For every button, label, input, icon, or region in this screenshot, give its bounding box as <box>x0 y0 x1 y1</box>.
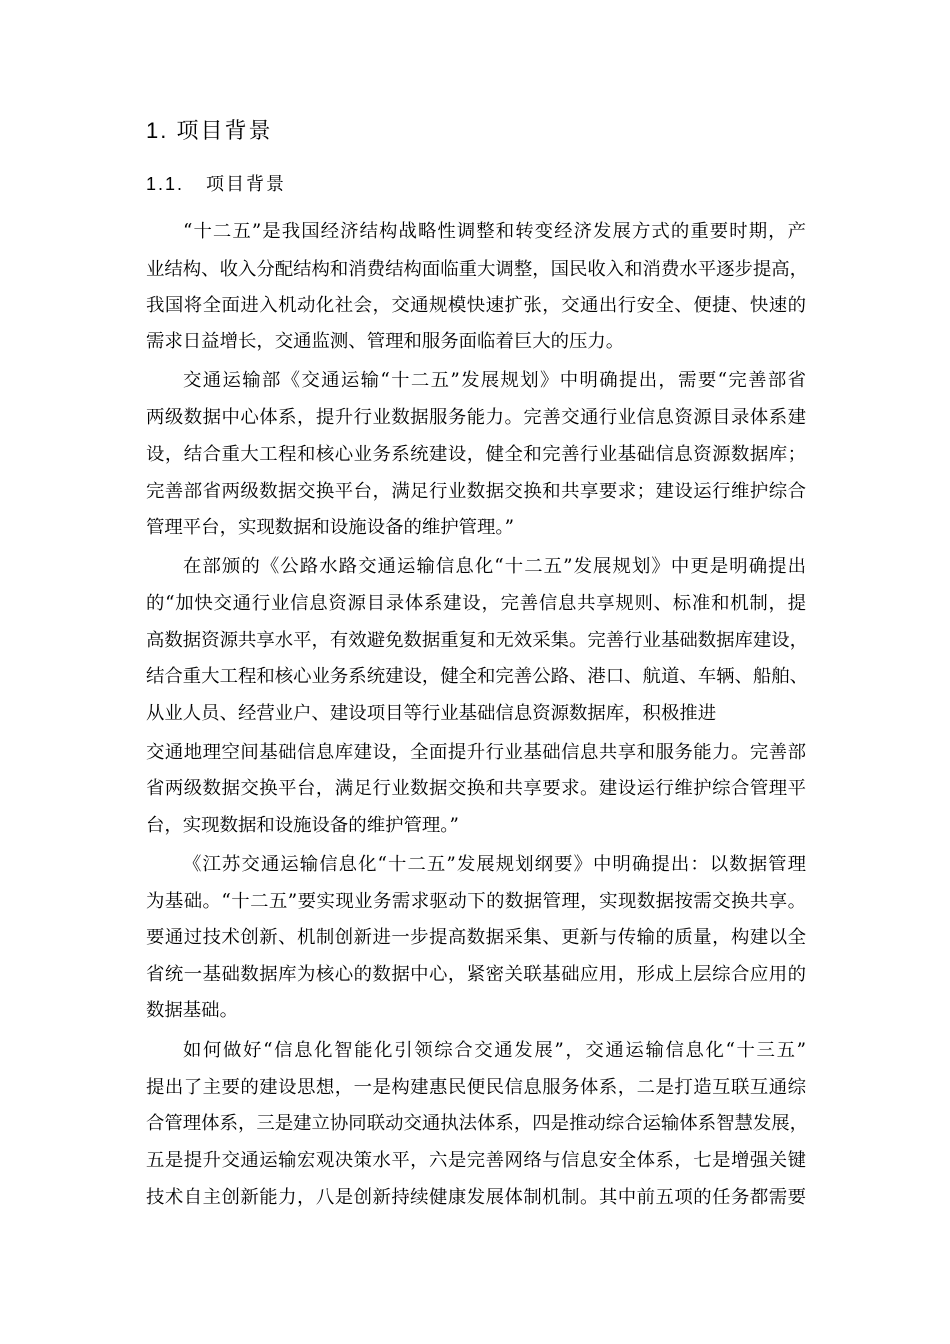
body-line: 为基础。“十二五”要实现业务需求驱动下的数据管理，实现数据按需交换共享。 <box>146 891 806 912</box>
body-line: 台，实现数据和设施设备的维护管理。” <box>146 815 459 836</box>
body-line: 五是提升交通运输宏观决策水平，六是完善网络与信息安全体系，七是增强关键 <box>146 1150 806 1171</box>
body-line: 要通过技术创新、机制创新进一步提高数据采集、更新与传输的质量，构建以全 <box>146 927 806 948</box>
body-line: 省两级数据交换平台，满足行业数据交换和共享要求。建设运行维护综合管理平 <box>146 778 806 799</box>
heading-title: 项目背景 <box>206 174 287 194</box>
body-line: 提出了主要的建设思想，一是构建惠民便民信息服务体系，二是打造互联互通综 <box>146 1077 806 1098</box>
body-line: 合管理体系，三是建立协同联动交通执法体系，四是推动综合运输体系智慧发展， <box>146 1113 809 1134</box>
body-line: 如何做好“信息化智能化引领综合交通发展”，交通运输信息化“十三五” <box>183 1040 806 1061</box>
heading-level-1 <box>146 116 273 146</box>
body-line: 在部颁的《公路水路交通运输信息化“十二五”发展规划》中更是明确提出 <box>183 556 806 577</box>
heading-number: 1. <box>146 118 169 143</box>
body-line: 高数据资源共享水平，有效避免数据重复和无效采集。完善行业基础数据库建设， <box>146 630 809 651</box>
body-line: 交通运输部《交通运输“十二五”发展规划》中明确提出，需要“完善部省 <box>183 370 806 391</box>
body-line: 两级数据中心体系，提升行业数据服务能力。完善交通行业信息资源目录体系建 <box>146 407 806 428</box>
heading-title: 项目背景 <box>176 118 273 143</box>
body-line: 结合重大工程和核心业务系统建设，健全和完善公路、港口、航道、车辆、船舶、 <box>146 666 809 687</box>
body-line: 数据基础。 <box>146 1000 238 1021</box>
body-line: 的“加快交通行业信息资源目录体系建设，完善信息共享规则、标准和机制，提 <box>146 593 806 614</box>
body-line: 交通地理空间基础信息库建设，全面提升行业基础信息共享和服务能力。完善部 <box>146 742 806 763</box>
body-line: 业结构、收入分配结构和消费结构面临重大调整，国民收入和消费水平逐步提高， <box>146 259 809 280</box>
body-line: 技术自主创新能力，八是创新持续健康发展体制机制。其中前五项的任务都需要 <box>146 1187 806 1208</box>
body-line: “十二五”是我国经济结构战略性调整和转变经济发展方式的重要时期，产 <box>183 221 806 242</box>
heading-level-2 <box>146 170 286 198</box>
body-line: 需求日益增长，交通监测、管理和服务面临着巨大的压力。 <box>146 331 625 352</box>
body-line: 《江苏交通运输信息化“十二五”发展规划纲要》中明确提出：以数据管理 <box>183 854 806 875</box>
body-line: 设，结合重大工程和核心业务系统建设，健全和完善行业基础信息资源数据库； <box>146 444 806 465</box>
body-line: 省统一基础数据库为核心的数据中心，紧密关联基础应用，形成上层综合应用的 <box>146 964 806 985</box>
body-line: 管理平台，实现数据和设施设备的维护管理。” <box>146 517 515 538</box>
body-line: 我国将全面进入机动化社会，交通规模快速扩张，交通出行安全、便捷、快速的 <box>146 295 806 316</box>
heading-number: 1.1. <box>146 174 185 194</box>
body-line: 从业人员、经营业户、建设项目等行业基础信息资源数据库，积极推进 <box>146 703 717 724</box>
body-line: 完善部省两级数据交换平台，满足行业数据交换和共享要求；建设运行维护综合 <box>146 481 806 502</box>
